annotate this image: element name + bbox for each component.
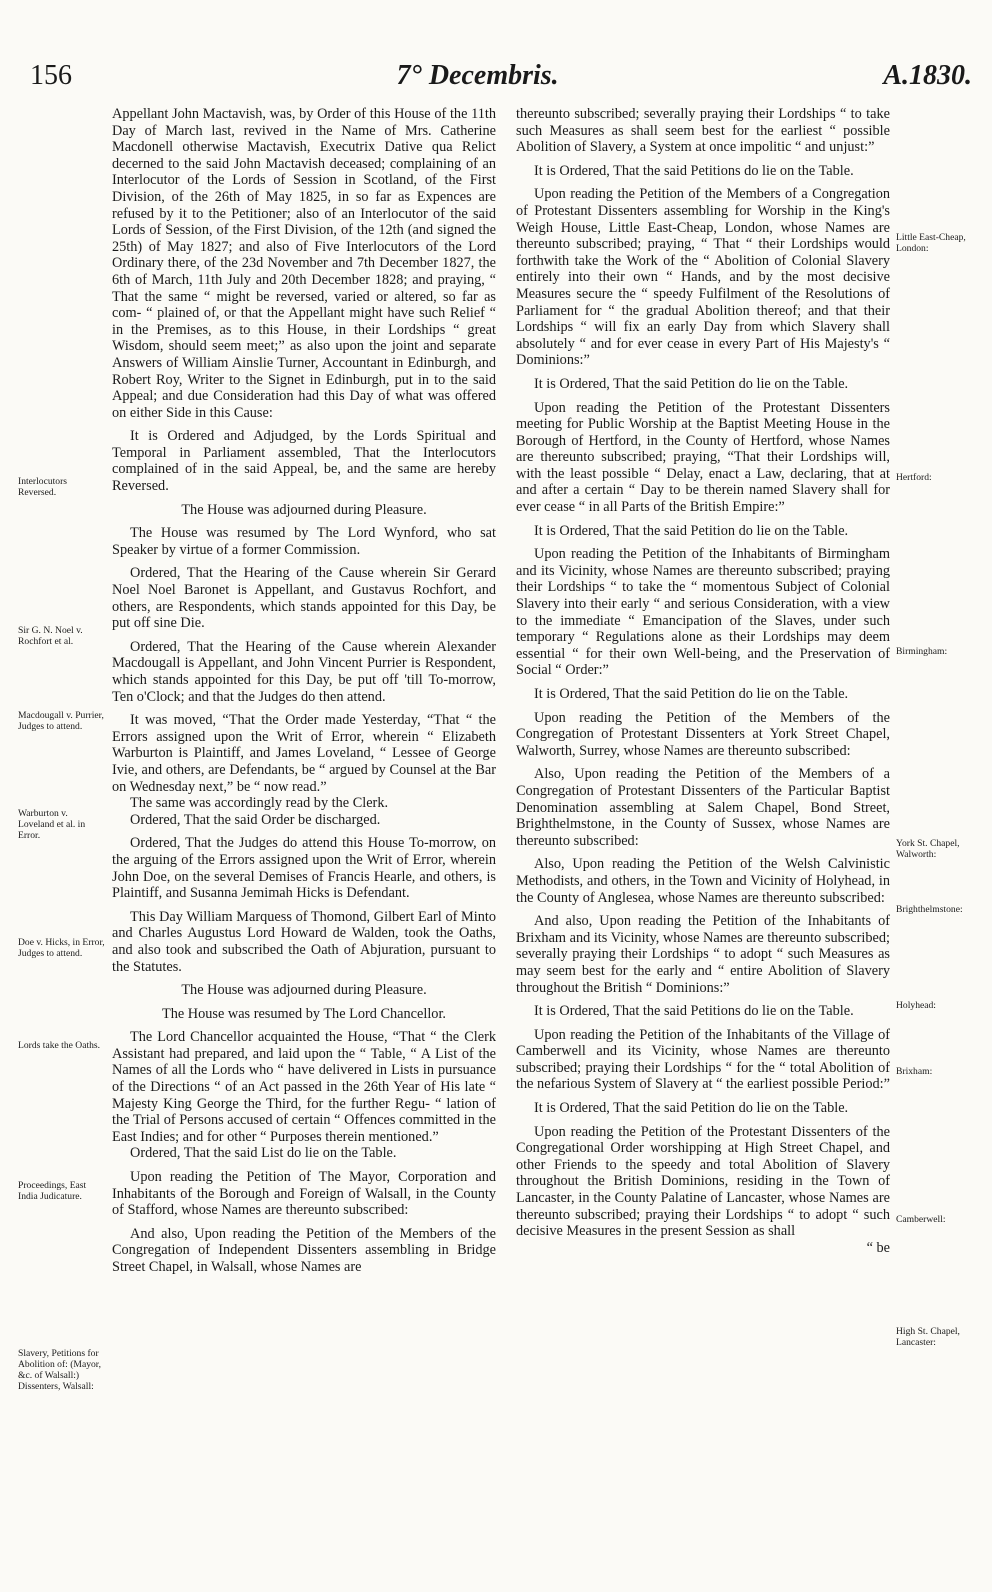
paragraph: Upon reading the Petition of the Inhabitants of the Village of Camberwell and its Vicinity, whose Names are thereunto subscribed; praying their Lordships “ for the “ total Abolition of the nefarious System of Slavery at “ the earliest possible Period:” bbox=[516, 1026, 891, 1093]
paragraph: Upon reading the Petition of the Inhabitants of Birmingham and its Vicinity, whose Names are thereunto subscribed; praying their Lordships “ to take the “ momentous Subject of Colonial Slavery into their early “ and serious Consideration, with a view to the immediate “ Emancipation of the Slaves, under such temporary “ Regulations alone as their Lordships may deem essential “ for their own Well-being, and the Preservation of Social “ Order:” bbox=[516, 546, 890, 679]
paragraph: Upon reading the Petition of the Members of a Congregation of Protestant Dissenters assembling for Worship in the King's Weigh House, Little East-Cheap, London, whose Names are thereunto subscribed; praying, “ That “ their Lordships would forthwith take the Work of the “ Abolition of Colonial Slavery entirely into their own “ Hands, and by the most decisive Measures secure the “ speedy Fulfilment of the Resolutions of Parliament for “ the gradual Abolition thereof; and that their Lordships “ will fix an early Day from which Slavery shall absolutely “ and for ever cease in every Part of His Majesty's “ Dominions:” bbox=[516, 186, 890, 369]
margin-note-left: Interlocutors Reversed. bbox=[18, 476, 68, 498]
page-header bbox=[30, 60, 972, 100]
paragraph: Also, Upon reading the Petition of the Members of a Congregation of Protestant Dissenters of the Particular Baptist Denomination assembling at Salem Chapel, Bond Street, Brighthelmstone, in the County of Sussex, whose Names are thereunto subscribed: bbox=[516, 766, 890, 849]
margin-note-left: Macdougall v. Purrier, Judges to attend. bbox=[18, 710, 104, 732]
paragraph: It is Ordered, That the said Petitions do lie on the Table. bbox=[534, 1003, 854, 1020]
margin-note-left: Sir G. N. Noel v. Rochfort et al. bbox=[18, 625, 83, 647]
paragraph: It is Ordered, That the said Petitions do lie on the Table. bbox=[534, 162, 854, 179]
paragraph: It is Ordered and Adjudged, by the Lords Spiritual and Temporal in Parliament assembled, That the Interlocutors complained of in the said Appeal, be, and the same are hereby Reversed. bbox=[112, 428, 496, 495]
paragraph: And also, Upon reading the Petition of the Inhabitants of Brixham and its Vicinity, whose Names are thereunto subscribed; severally praying their Lordships “ to adopt “ such Measures as may seem best for the early and “ entire Abolition of Slavery throughout the British “ Dominions:” bbox=[516, 913, 890, 996]
margin-note-right: Camberwell: bbox=[896, 1214, 946, 1225]
paragraph: Ordered, That the said Order be discharged. bbox=[130, 811, 381, 828]
paragraph: Ordered, That the Judges do attend this House To-morrow, on the arguing of the Errors assigned upon the Writ of Error, wherein John Doe, on the several Demises of Francis Hearle, and others, is Plaintiff, and Susanna Jemimah Hicks is Defendant. bbox=[112, 835, 496, 902]
paragraph: Upon reading the Petition of the Protestant Dissenters meeting for Public Worship at the Baptist Meeting House in the Borough of Hertford, in the County of Hertford, whose Names are thereunto subscribed; praying, “That their Lordships will, with the least possible “ Delay, enact a Law, declaring, that at and after a certain “ Day to be therein named Slavery shall for ever cease “ in all Parts of the British Empire:” bbox=[516, 399, 890, 516]
margin-note-left: Lords take the Oaths. bbox=[18, 1040, 101, 1051]
margin-note-left: Slavery, Petitions for Abolition of: (Mayor, &c. of Walsall:) Dissenters, Walsall: bbox=[18, 1348, 102, 1392]
paragraph: Upon reading the Petition of the Members of the Congregation of Protestant Dissenters at York Street Chapel, Walworth, Surrey, whose Names are thereunto subscribed: bbox=[516, 709, 890, 759]
paragraph: Ordered, That the Hearing of the Cause wherein Alexander Macdougall is Appellant, and John Vincent Purrier is Respondent, which stands appointed for this Day, be put off 'till To-morrow, Ten o'Clock; and that the Judges do then attend. bbox=[112, 638, 496, 705]
paragraph: Ordered, That the said List do lie on the Table. bbox=[130, 1145, 397, 1162]
paragraph: It is Ordered, That the said Petition do lie on the Table. bbox=[534, 522, 849, 539]
right-column bbox=[516, 106, 890, 1256]
paragraph: The House was resumed by The Lord Chancellor. bbox=[161, 1005, 446, 1022]
margin-note-left: Doe v. Hicks, in Error, Judges to attend. bbox=[18, 937, 105, 959]
paragraph: And also, Upon reading the Petition of the Members of the Congregation of Independent Dissenters assembling in Bridge Street Chapel, in Walsall, whose Names are bbox=[112, 1225, 496, 1275]
paragraph: Appellant John Mactavish, was, by Order of this House of the 11th Day of March last, revived in the Name of Mrs. Catherine Macdonell otherwise Mactavish, Executrix Dative qua Relict decerned to the said John Mactavish deceased; complaining of an Interlocutor of the Lords of Session in Scotland, of the First Division, of the 26th of May 1825, in so far as Expences are refused by it to the Petitioner; also of an Interlocutor of the said Lords of Session, of the First Division, of the 12th (and signed the 25th) of May 1827; and also of Five Interlocutors of the Lord Ordinary there, of the 23d November and 7th December 1827, the 6th of March, 11th July and 20th December 1828; and praying, “ That the same “ might be reversed, varied or altered, so far as com- “ plained of, or that the Appellant might have such Relief “ in the Premises, as to this House, in their Lordships “ great Wisdom, should seem meet;” as also upon the joint and separate Answers of William Ainslie Turner, Accountant in Edinburgh, and Robert Roy, Writer to the Signet in Edinburgh, put in to the said Appeal; and due Consideration had this Day of what was offered on either Side in this Cause: bbox=[112, 106, 496, 421]
paragraph: It is Ordered, That the said Petition do lie on the Table. bbox=[534, 686, 849, 702]
paragraph: It is Ordered, That the said Petition do lie on the Table. bbox=[534, 375, 849, 392]
paragraph: The House was adjourned during Pleasure. bbox=[181, 501, 427, 518]
paragraph: Upon reading the Petition of the Protestant Dissenters of the Congregational Order worshipping at High Street Chapel, and other Friends to the speedy and total Abolition of Slavery throughout the British Dominions, residing in the Town of Lancaster, in the County Palatine of Lancaster, whose Names are thereunto subscribed; praying their Lordships “ to adopt “ such decisive Measures in the present Session as shall bbox=[516, 1123, 890, 1240]
paragraph: The House was adjourned during Pleasure. bbox=[181, 982, 427, 999]
paragraph: Also, Upon reading the Petition of the Welsh Calvinistic Methodists, and others, in the Town and Vicinity of Holyhead, in the County of Anglesea, whose Names are thereunto subscribed: bbox=[516, 856, 890, 906]
margin-note-right: Brixham: bbox=[896, 1066, 933, 1077]
margin-note-right: Holyhead: bbox=[896, 1000, 936, 1011]
left-column bbox=[112, 106, 496, 1283]
margin-note-left: Warburton v. Loveland et al. in Error. bbox=[18, 808, 86, 841]
margin-note-right: High St. Chapel, Lancaster: bbox=[896, 1326, 960, 1348]
margin-note-right: Hertford: bbox=[896, 472, 932, 483]
page-number: 156 bbox=[30, 60, 72, 91]
paragraph: The Lord Chancellor acquainted the House, “That “ the Clerk Assistant had prepared, and laid upon the “ Table, “ A List of the Names of all the Lords who “ have delivered in Lists in pursuance of the Directions “ of an Act passed in the 26th Year of His late “ Majesty King George the Third, for the further Regu- “ lation of the Trial of Persons accused of certain “ Offences committed in the East Indies; and for other “ Purposes therein mentioned.” bbox=[112, 1029, 496, 1145]
paragraph: The same was accordingly read by the Clerk. bbox=[130, 795, 389, 812]
paragraph: Upon reading the Petition of The Mayor, Corporation and Inhabitants of the Borough and Foreign of Walsall, in the County of Stafford, whose Names are thereunto subscribed: bbox=[112, 1169, 496, 1219]
paragraph: The House was resumed by The Lord Wynford, who sat Speaker by virtue of a former Commission. bbox=[112, 525, 496, 558]
paragraph: It was moved, “That the Order made Yesterday, “That “ the Errors assigned upon the Writ of Error, wherein “ Elizabeth Warburton is Plaintiff, and James Loveland, “ Lessee of George Ivie, and others, are Defendants, be “ argued by Counsel at the Bar on Wednesday next,” be “ now read.” bbox=[112, 712, 496, 795]
page-year: A.1830. bbox=[883, 60, 972, 91]
margin-note-left: Proceedings, East India Judicature. bbox=[18, 1180, 87, 1202]
paragraph: thereunto subscribed; severally praying their Lordships “ to take such Measures as shall seem best for the earliest “ possible Abolition of Slavery, a System at once impolitic “ and unjust:” bbox=[516, 106, 890, 156]
margin-note-right: Little East-Cheap, London: bbox=[896, 232, 966, 254]
margin-note-right: Birmingham: bbox=[896, 646, 948, 657]
catchword: “ be bbox=[866, 1239, 890, 1256]
paragraph: Ordered, That the Hearing of the Cause wherein Sir Gerard Noel Noel Baronet is Appellant, and Gustavus Rochfort, and others, are Respondents, which stands appointed for this Day, be put off sine Die. bbox=[112, 565, 496, 632]
page-title: 7° Decembris. bbox=[396, 60, 559, 91]
margin-note-right: York St. Chapel, Walworth: bbox=[896, 838, 960, 860]
paragraph: This Day William Marquess of Thomond, Gilbert Earl of Minto and Charles Augustus Lord Howard de Walden, took the Oaths, and also took and subscribed the Oath of Abjuration, pursuant to the Statutes. bbox=[112, 908, 496, 975]
paragraph: It is Ordered, That the said Petition do lie on the Table. bbox=[534, 1100, 849, 1117]
margin-note-right: Brighthelmstone: bbox=[896, 904, 963, 915]
